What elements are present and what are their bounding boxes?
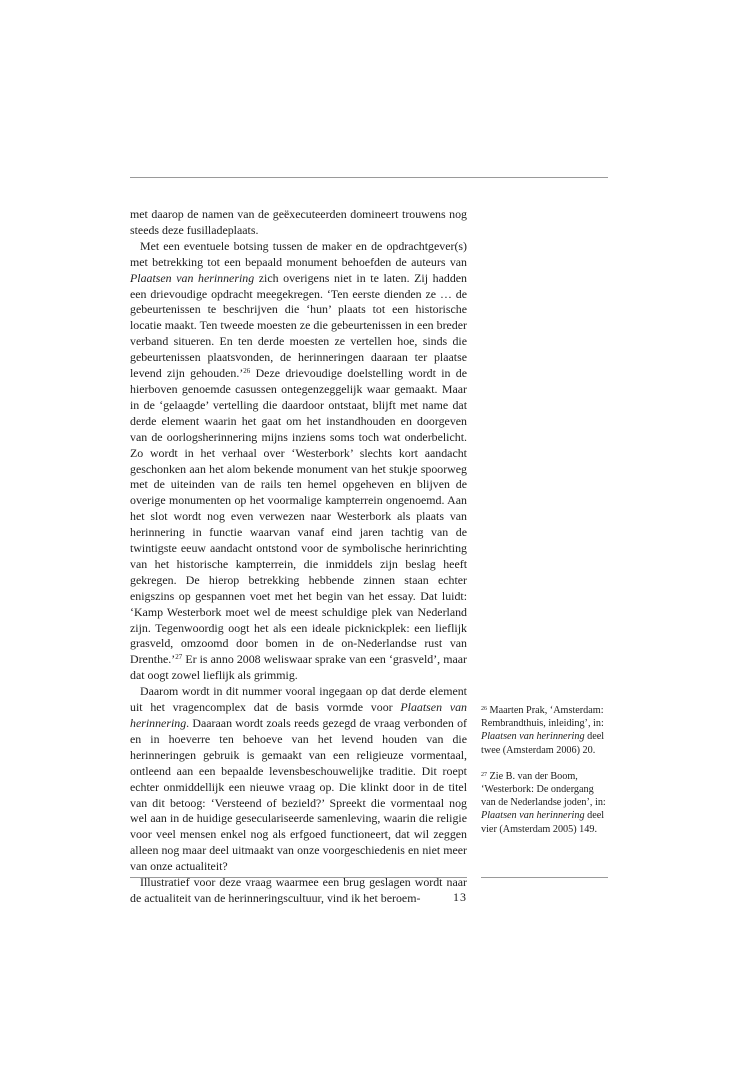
paragraph-1: [130, 207, 467, 239]
footnote-book-title: Plaatsen van herinnering: [481, 731, 585, 743]
header-rule: [130, 177, 608, 178]
footnote-ref-26[interactable]: 26: [243, 367, 251, 376]
footnote-ref-27[interactable]: 27: [175, 653, 183, 662]
book-title-italic: Plaatsen van herinnering: [130, 700, 467, 730]
body-text: [130, 207, 467, 907]
footnote-text-a: Zie B. van der Boom, ‘Westerbork: De ondergang van de Nederlandse joden’, in:: [481, 770, 606, 809]
paragraph-3-text-b: . Daaraan wordt zoals reeds gezegd de vraag verbonden of en in hoeverre ten behoeve van het levend houden van die herinneringen gebruik is gemaakt van een religieuze vormentaal, ontleend aan een bepaalde levensbeschouwelijke traditie. Dit roept echter onmiddellijk een nieuwe vraag op. Die klinkt door in de titel van dit betoog: ‘Versteend of bezield?’ Spreekt die vormentaal nog wel aan in de huidige geseculariseerde samenleving, waarin die religie voor veel mensen enkel nog als erfgoed functioneert, dat wil zeggen alleen nog maar deel uitmaakt van onze voorgeschiedenis en niet meer van onze actualiteit?: [130, 716, 467, 874]
paragraph-2-text-b: zich overigens niet in te laten. Zij hadden een drievoudige opdracht meegekregen. ‘Ten eerste dienden ze … de gebeurtenissen te beschrijven die ‘hun’ plaats tot een historische locatie maakt. Ten tweede moesten ze die gebeurtenissen in een breder verband situeren. En ten derde moesten ze vertellen hoe, sinds die gebeurtenissen plaatsvonden, de herinneringen daaraan ter plaatse levend zijn gehouden.’: [130, 270, 467, 381]
paragraph-3-text-a: Daarom wordt in dit nummer vooral ingegaan op dat derde element uit het vragencomplex dat de basis vormde voor: [130, 684, 467, 715]
paragraph-2-text-a: Met een eventuele botsing tussen de maker en de opdrachtgever(s) met betrekking tot een bepaald monument behoefden de auteurs van: [130, 238, 467, 269]
book-title-italic: Plaatsen van herinnering: [130, 270, 255, 285]
footer-rule-main: [130, 877, 467, 878]
footnote-text-a: Maarten Prak, ‘Amsterdam: Rembrandthuis, inleiding’, in:: [481, 705, 604, 730]
footer-rule-notes: [481, 877, 608, 878]
footnote-number: 27: [481, 771, 487, 778]
paragraph-3: [130, 684, 467, 875]
footnote-number: 26: [481, 706, 487, 712]
footnote-text-b: deel twee (Amsterdam 2006) 20.: [481, 731, 605, 756]
paragraph-2-text-d: Er is anno 2008 weliswaar sprake van een ‘grasveld’, maar dat oogt zowel lieflijk als grimmig.: [130, 652, 467, 683]
footnotes-column: [481, 704, 608, 849]
footnote-text-b: deel vier (Amsterdam 2005) 149.: [481, 810, 605, 835]
paragraph-2: [130, 239, 467, 684]
paragraph-4-text: Illustratief voor deze vraag waarmee een brug geslagen wordt naar de actualiteit van de herinneringscultuur, vind ik het beroem-: [130, 875, 467, 905]
paragraph-4: [130, 875, 467, 907]
footnote-27: [481, 770, 608, 836]
page-number: 13: [453, 890, 467, 904]
footnote-book-title: Plaatsen van herinnering: [481, 810, 585, 822]
footnote-26: [481, 704, 608, 757]
paragraph-2-text-c: Deze drievoudige doelstelling wordt in de hierboven genoemde casussen ontegenzeggelijk waar gemaakt. Maar in de ‘gelaagde’ vertelling die daardoor ontstaat, blijft met name dat derde element waarin het gaat om het instandhouden en doorgeven van de oorlogsherinnering mijns inziens soms toch wat onderbelicht. Zo wordt in het verhaal over ‘Westerbork’ slechts kort aandacht geschonken aan het alom bekende monument van het stukje spoorweg met de uiteinden van de rails ten hemel opgeheven en blijven de overige monumenten op het voormalige kampterrein ongenoemd. Aan het slot wordt nog even verwezen naar Westerbork als plaats van herinnering in functie waarvan vanaf eind jaren tachtig van de twintigste eeuw aandacht ontstond voor de symbolische herinrichting van het historische kampterrein, die inmiddels zijn beslag heeft gekregen. De hierop betrekking hebbende zinnen staan echter enigszins op gespannen voet met het begin van het essay. Dat luidt: ‘Kamp Westerbork moet wel de meest schuldige plek van Nederland zijn. Tegenwoordig oogt het als een ideale picknickplek: een lieflijk grasveld, omzoomd door bomen in de on-Nederlandse rust van Drenthe.’: [130, 366, 467, 667]
paragraph-1-text: met daarop de namen van de geëxecuteerden domineert trouwens nog steeds deze fusilladeplaats.: [130, 207, 467, 237]
